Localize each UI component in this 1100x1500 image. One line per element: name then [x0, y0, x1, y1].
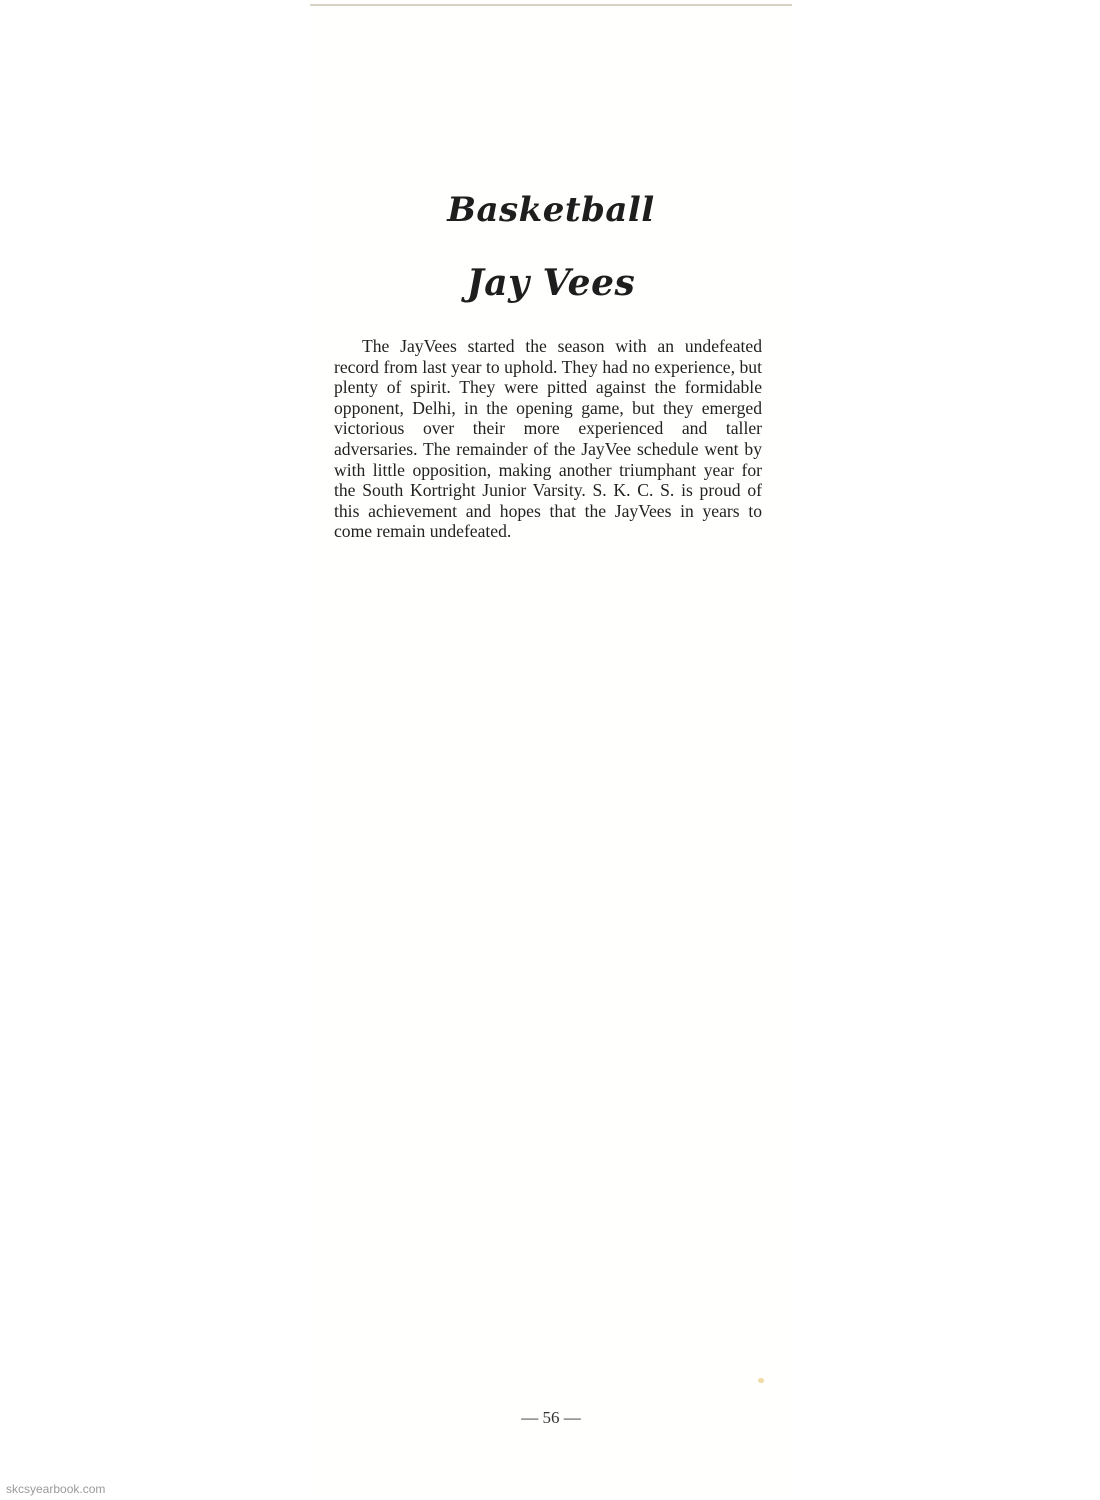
site-watermark: skcsyearbook.com [6, 1482, 106, 1496]
page-number: — 56 — [521, 1408, 581, 1427]
top-edge-rule [310, 4, 792, 6]
paper-stain [758, 1378, 764, 1383]
page-subtitle: Jay Vees [466, 262, 636, 304]
page-title: Basketball [447, 190, 655, 230]
article-body: The JayVees started the season with an undefeated record from last year to uphold. They had no experience, but plenty of spirit. They were pitted against the formidable opponent, Delhi, in the opening game, but they emerged victorious over their more experienced and taller adversaries. The remainder of the JayVee schedule went by with little opposition, making another triumphant year for the South Kortright Junior Varsity. S. K. C. S. is proud of this achievement and hopes that the JayVees in years to come remain undefeated. [334, 336, 762, 542]
yearbook-page [310, 0, 792, 1500]
